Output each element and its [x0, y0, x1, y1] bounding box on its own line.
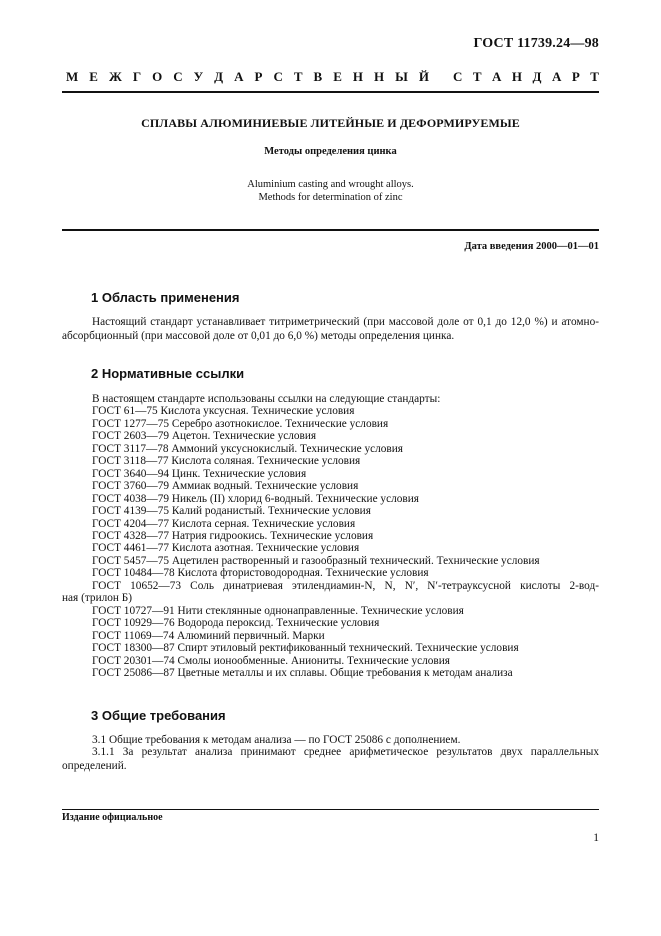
letter: С: [173, 69, 183, 84]
reference-item: ГОСТ 10652—73 Соль динатриевая этилендиамин-N, N, N′, N′-тетрауксусной кислоты 2-вод-: [92, 579, 599, 592]
gost-number: ГОСТ 11739.24—98: [473, 36, 599, 51]
reference-item: ГОСТ 18300—87 Спирт этиловый ректификованный технический. Технические условия: [92, 642, 519, 655]
title-rule: [62, 229, 599, 231]
letter: М: [66, 69, 79, 84]
reference-item-continuation: ная (трилон Б): [62, 592, 133, 605]
letter: Е: [333, 69, 342, 84]
document-title: СПЛАВЫ АЛЮМИНИЕВЫЕ ЛИТЕЙНЫЕ И ДЕФОРМИРУЕМЫЕ: [141, 116, 520, 130]
reference-item: ГОСТ 3640—94 Цинк. Технические условия: [92, 467, 307, 480]
reference-item: ГОСТ 10929—76 Водорода пероксид. Технические условия: [92, 617, 380, 630]
reference-item: ГОСТ 4461—77 Кислота азотная. Технические условия: [92, 542, 360, 555]
header-rule: [62, 91, 599, 93]
reference-item: ГОСТ 5457—75 Ацетилен растворенный и газообразный технический. Технические условия: [92, 554, 540, 567]
requirements-paragraph: 3.1.1 За результат анализа принимают среднее арифметическое результатов двух параллельных определений.: [62, 746, 599, 772]
letter: Д: [214, 69, 224, 84]
letter: Н: [511, 69, 523, 84]
reference-item: ГОСТ 20301—74 Смолы ионообменные. Аниониты. Технические условия: [92, 654, 451, 667]
letter: Н: [352, 69, 363, 84]
letter: С: [453, 69, 463, 84]
reference-item: ГОСТ 4038—79 Никель (II) хлорид 6-водный. Технические условия: [92, 492, 419, 505]
reference-item: ГОСТ 1277—75 Серебро азотнокислое. Технические условия: [92, 417, 389, 430]
letter: А: [234, 69, 244, 84]
letter: Г: [132, 69, 142, 84]
references-list: [62, 393, 599, 679]
letter: Ы: [395, 69, 408, 84]
english-title-line: Aluminium casting and wrought alloys.: [247, 179, 414, 190]
letter: У: [193, 69, 204, 84]
letter: Т: [590, 69, 599, 84]
letter: О: [152, 69, 163, 84]
letter: Р: [254, 69, 263, 84]
reference-item: ГОСТ 3117—78 Аммоний уксуснокислый. Технические условия: [92, 442, 403, 455]
letter: Т: [472, 69, 482, 84]
letter: А: [551, 69, 562, 84]
standard-word: [453, 69, 599, 85]
letter: Н: [373, 69, 385, 84]
requirements-paragraph: 3.1 Общие требования к методам анализа — по ГОСТ 25086 с дополнением.: [92, 734, 461, 746]
interstate-word: [66, 69, 429, 85]
document-subtitle: Методы определения цинка: [264, 146, 397, 157]
section-heading-scope: 1 Область применения: [91, 290, 240, 305]
letter: А: [492, 69, 502, 84]
reference-item: ГОСТ 4139—75 Калий роданистый. Технические условия: [92, 505, 371, 518]
reference-item: ГОСТ 4328—77 Натрия гидроокись. Технические условия: [92, 529, 374, 542]
interstate-standard-banner: [66, 69, 599, 85]
reference-item: ГОСТ 10484—78 Кислота фтористоводородная. Технические условия: [92, 567, 429, 580]
english-title-line: Methods for determination of zinc: [258, 192, 403, 203]
page-number: 1: [593, 832, 599, 844]
reference-item: ГОСТ 10727—91 Нити стеклянные однонаправленные. Технические условия: [92, 604, 464, 617]
letter: В: [313, 69, 323, 84]
reference-item: ГОСТ 11069—74 Алюминий первичный. Марки: [92, 629, 325, 642]
section-heading-general-requirements: 3 Общие требования: [91, 708, 226, 723]
references-lead: В настоящем стандарте использованы ссылки на следующие стандарты:: [92, 393, 441, 405]
english-title: [62, 178, 599, 204]
scope-paragraph: Настоящий стандарт устанавливает титриметрический (при массовой доле от 0,1 до 12,0 %) и атомно-абсорбционный (при массовой доле от 0,01 до 6,0 %) методы определения цинка.: [62, 316, 599, 342]
letter: Ж: [108, 69, 122, 84]
letter: Р: [571, 69, 580, 84]
section-heading-normative-references: 2 Нормативные ссылки: [91, 366, 245, 381]
letter: Е: [89, 69, 98, 84]
letter: Й: [418, 69, 429, 84]
official-edition-label: Издание официальное: [62, 812, 163, 823]
introduction-date: Дата введения 2000—01—01: [464, 241, 599, 252]
letter: С: [273, 69, 283, 84]
reference-item: ГОСТ 4204—77 Кислота серная. Технические условия: [92, 517, 356, 530]
reference-item: ГОСТ 25086—87 Цветные металлы и их сплавы. Общие требования к методам анализа: [92, 666, 513, 679]
reference-item: ГОСТ 3118—77 Кислота соляная. Технические условия: [92, 455, 361, 468]
letter: Д: [532, 69, 542, 84]
reference-item: ГОСТ 2603—79 Ацетон. Технические условия: [92, 430, 317, 443]
reference-item: ГОСТ 61—75 Кислота уксусная. Технические условия: [92, 405, 355, 418]
letter: Т: [293, 69, 303, 84]
reference-item: ГОСТ 3760—79 Аммиак водный. Технические условия: [92, 480, 359, 493]
footer-rule: [62, 809, 599, 810]
